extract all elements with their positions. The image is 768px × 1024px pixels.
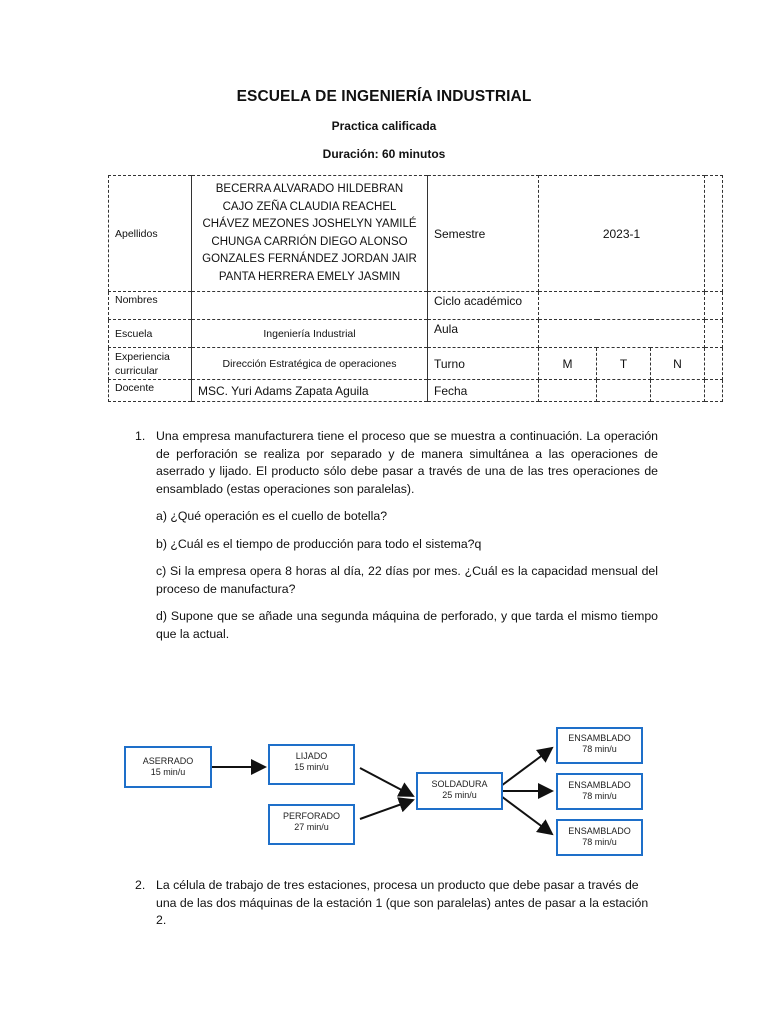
table-row <box>109 380 723 402</box>
escuela-label: Escuela <box>109 320 192 348</box>
node-name: ENSAMBLADO <box>568 780 631 790</box>
empty-cell <box>705 320 723 348</box>
docente-label: Docente <box>109 380 192 402</box>
arrow-perforado-soldadura <box>360 800 413 819</box>
question-1c: c) Si la empresa opera 8 horas al día, 22 días por mes. ¿Cuál es la capacidad mensual del proceso de manufactura? <box>156 564 658 596</box>
aula-value <box>539 320 705 348</box>
table-row <box>109 292 723 320</box>
experiencia-label: Experiencia curricular <box>109 348 192 380</box>
node-soldadura <box>416 772 503 810</box>
node-name: SOLDADURA <box>431 779 488 789</box>
node-time: 25 min/u <box>442 790 477 800</box>
question-number: 2. <box>135 878 146 892</box>
node-time: 15 min/u <box>150 767 186 777</box>
empty-cell <box>705 380 723 402</box>
document-subtitle: Practica calificada <box>331 119 437 133</box>
node-perforado <box>268 804 355 845</box>
student-surname: GONZALES FERNÁNDEZ JORDAN JAIR <box>202 253 417 265</box>
table-row <box>109 176 723 292</box>
empty-cell <box>705 348 723 380</box>
node-ensamblado-1 <box>556 727 643 764</box>
semestre-label: Semestre <box>428 176 539 292</box>
apellidos-list <box>192 176 428 292</box>
docente-value: MSC. Yuri Adams Zapata Aguila <box>192 380 428 402</box>
table-row <box>109 320 723 348</box>
student-surname: CHÁVEZ MEZONES JOSHELYN YAMILÉ <box>202 218 417 230</box>
node-name: ENSAMBLADO <box>568 826 631 836</box>
nombres-value <box>192 292 428 320</box>
empty-cell <box>597 380 651 402</box>
node-lijado <box>268 744 355 785</box>
node-ensamblado-2 <box>556 773 643 810</box>
arrow-lijado-soldadura <box>360 768 413 796</box>
nombres-label: Nombres <box>109 292 192 320</box>
node-name: ENSAMBLADO <box>568 733 631 743</box>
node-name: PERFORADO <box>282 811 340 821</box>
question-1d: d) Supone que se añade una segunda máquina de perforado, y que tarda el mismo tiempo que la actual. <box>156 609 658 641</box>
question-text: Una empresa manufacturera tiene el proceso que se muestra a continuación. La operación de perforación se realiza por separado y de manera simultánea a las operaciones de aserrado y lijado. El producto sólo debe pasar a través de una de las tres operaciones de ensamblado (estas operaciones son paralelas). <box>156 429 658 496</box>
node-name: LIJADO <box>295 751 328 761</box>
experiencia-value: Dirección Estratégica de operaciones <box>192 348 428 380</box>
fecha-label: Fecha <box>428 380 539 402</box>
aula-label: Aula <box>428 320 539 348</box>
node-time: 27 min/u <box>294 822 329 832</box>
empty-cell <box>651 380 705 402</box>
empty-cell <box>705 176 723 292</box>
question-1b: b) ¿Cuál es el tiempo de producción para todo el sistema?q <box>156 537 482 551</box>
node-time: 15 min/u <box>294 762 329 772</box>
question-1a: a) ¿Qué operación es el cuello de botella? <box>156 509 388 523</box>
ciclo-value <box>539 292 705 320</box>
apellidos-label: Apellidos <box>109 176 192 292</box>
process-flow-diagram <box>120 720 650 862</box>
student-surname: PANTA HERRERA EMELY JASMIN <box>218 270 401 283</box>
turno-option-m: M <box>539 348 597 380</box>
exam-duration: Duración: 60 minutos <box>322 147 446 161</box>
turno-label: Turno <box>428 348 539 380</box>
student-info-table <box>108 175 723 402</box>
question-2 <box>135 877 658 930</box>
escuela-value: Ingeniería Industrial <box>192 320 428 348</box>
node-time: 78 min/u <box>582 744 617 754</box>
node-time: 78 min/u <box>582 791 617 801</box>
node-name: ASERRADO <box>142 756 194 766</box>
question-text: La célula de trabajo de tres estaciones, procesa un producto que debe pasar a través de una de las dos máquinas de la estación 1 (que son paralelas) antes de pasar a la estación 2. <box>156 878 649 927</box>
student-surname: CAJO ZEÑA CLAUDIA REACHEL <box>222 200 397 213</box>
turno-option-t: T <box>597 348 651 380</box>
turno-option-n: N <box>651 348 705 380</box>
student-surname: BECERRA ALVARADO HILDEBRAN <box>215 183 404 195</box>
node-time: 78 min/u <box>582 837 617 847</box>
fecha-value <box>539 380 597 402</box>
arrow-soldadura-ensamblado3 <box>501 796 552 834</box>
arrow-soldadura-ensamblado1 <box>501 748 552 786</box>
table-row <box>109 348 723 380</box>
node-ensamblado-3 <box>556 819 643 856</box>
question-number: 1. <box>135 429 146 443</box>
semestre-value: 2023-1 <box>539 176 705 292</box>
node-aserrado <box>124 746 212 788</box>
question-1 <box>135 428 658 498</box>
student-surname: CHUNGA CARRIÓN DIEGO ALONSO <box>211 235 408 248</box>
document-title: ESCUELA DE INGENIERÍA INDUSTRIAL <box>236 88 532 105</box>
ciclo-label: Ciclo académico <box>428 292 539 320</box>
empty-cell <box>705 292 723 320</box>
